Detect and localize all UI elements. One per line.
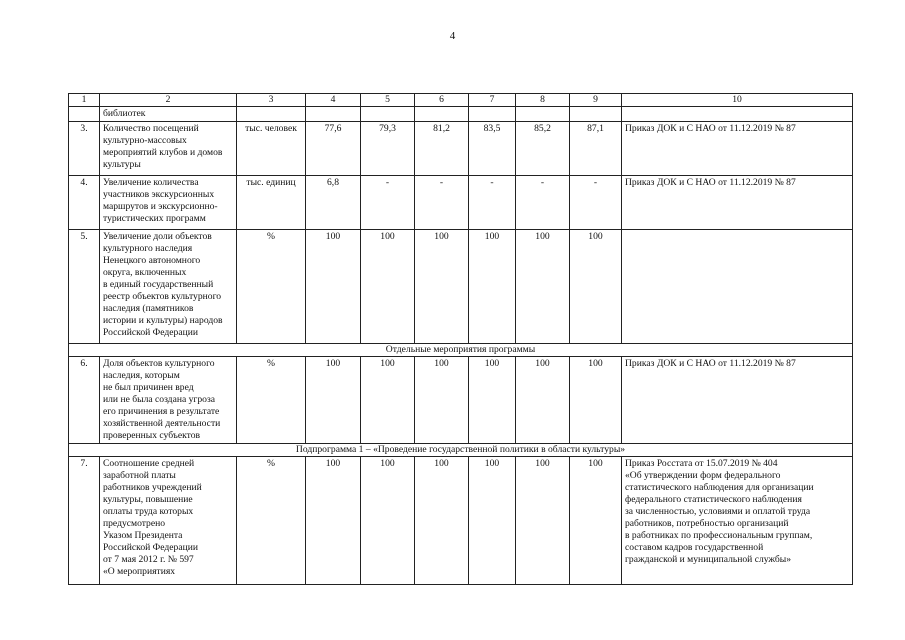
value-cell-v7: 83,5 <box>469 122 516 176</box>
indicator-name: Увеличение доли объектов культурного наследия Ненецкого автономного округа, включенных в единый государственный реестр объектов культурного наследия (памятников истории и культуры) народов Российской Федерации <box>100 230 237 344</box>
value-cell-v5: 100 <box>361 457 415 585</box>
source-cell: Приказ ДОК и С НАО от 11.12.2019 № 87 <box>622 357 853 444</box>
empty-cell <box>622 107 853 122</box>
indicator-name: Увеличение количества участников экскурсионных маршрутов и экскурсионно- туристических программ <box>100 176 237 230</box>
value-cell-v5: 100 <box>361 357 415 444</box>
value-cell-v8: 85,2 <box>516 122 570 176</box>
value-cell-v7: 100 <box>469 357 516 444</box>
table-row <box>69 176 853 230</box>
column-number-2: 2 <box>100 94 237 107</box>
column-number-6: 6 <box>415 94 469 107</box>
table-row <box>69 230 853 344</box>
unit-cell: % <box>237 230 306 344</box>
indicator-name: Количество посещений культурно-массовых мероприятий клубов и домов культуры <box>100 122 237 176</box>
table-header-row <box>69 94 853 107</box>
indicators-table <box>68 93 853 585</box>
value-cell-v4: 100 <box>306 230 361 344</box>
value-cell-v4: 100 <box>306 457 361 585</box>
value-cell-v8: 100 <box>516 357 570 444</box>
value-cell-v7: - <box>469 176 516 230</box>
continuation-text: библиотек <box>100 107 237 122</box>
row-number: 7. <box>69 457 100 585</box>
empty-cell <box>306 107 361 122</box>
table-row <box>69 122 853 176</box>
table-row <box>69 457 853 585</box>
value-cell-v8: 100 <box>516 457 570 585</box>
value-cell-v5: - <box>361 176 415 230</box>
value-cell-v4: 77,6 <box>306 122 361 176</box>
empty-cell <box>237 107 306 122</box>
column-number-3: 3 <box>237 94 306 107</box>
column-number-9: 9 <box>570 94 622 107</box>
value-cell-v9: 100 <box>570 457 622 585</box>
column-number-7: 7 <box>469 94 516 107</box>
value-cell-v7: 100 <box>469 457 516 585</box>
empty-cell <box>361 107 415 122</box>
empty-cell <box>570 107 622 122</box>
value-cell-v7: 100 <box>469 230 516 344</box>
value-cell-v5: 100 <box>361 230 415 344</box>
row-number: 3. <box>69 122 100 176</box>
column-number-1: 1 <box>69 94 100 107</box>
row-number: 4. <box>69 176 100 230</box>
row-number: 5. <box>69 230 100 344</box>
row-number: 6. <box>69 357 100 444</box>
source-cell <box>622 230 853 344</box>
column-number-5: 5 <box>361 94 415 107</box>
value-cell-v6: - <box>415 176 469 230</box>
section-header-row <box>69 444 853 457</box>
page-number: 4 <box>449 30 456 42</box>
value-cell-v4: 100 <box>306 357 361 444</box>
source-cell: Приказ ДОК и С НАО от 11.12.2019 № 87 <box>622 122 853 176</box>
value-cell-v6: 100 <box>415 230 469 344</box>
column-number-10: 10 <box>622 94 853 107</box>
value-cell-v8: 100 <box>516 230 570 344</box>
empty-cell <box>516 107 570 122</box>
source-cell: Приказ Росстата от 15.07.2019 № 404 «Об утверждении форм федерального статистического наблюдения для организации федерального статистического наблюдения за численностью, условиями и оплатой труда работников, потребностью организаций в работниках по профессиональным группам, составом кадров государственной гражданской и муниципальной службы» <box>622 457 853 585</box>
section-title: Отдельные мероприятия программы <box>69 344 853 357</box>
unit-cell: тыс. единиц <box>237 176 306 230</box>
value-cell-v6: 100 <box>415 457 469 585</box>
value-cell-v6: 81,2 <box>415 122 469 176</box>
num-cell <box>69 107 100 122</box>
value-cell-v9: 100 <box>570 230 622 344</box>
value-cell-v9: 100 <box>570 357 622 444</box>
value-cell-v5: 79,3 <box>361 122 415 176</box>
column-number-8: 8 <box>516 94 570 107</box>
value-cell-v9: 87,1 <box>570 122 622 176</box>
unit-cell: тыс. человек <box>237 122 306 176</box>
empty-cell <box>469 107 516 122</box>
unit-cell: % <box>237 457 306 585</box>
table-row <box>69 357 853 444</box>
value-cell-v4: 6,8 <box>306 176 361 230</box>
section-title: Подпрограмма 1 – «Проведение государственной политики в области культуры» <box>69 444 853 457</box>
column-number-4: 4 <box>306 94 361 107</box>
value-cell-v6: 100 <box>415 357 469 444</box>
continuation-row <box>69 107 853 122</box>
value-cell-v8: - <box>516 176 570 230</box>
source-cell: Приказ ДОК и С НАО от 11.12.2019 № 87 <box>622 176 853 230</box>
indicator-name: Соотношение средней заработной платы работников учреждений культуры, повышение оплаты труда которых предусмотрено Указом Президента Российской Федерации от 7 мая 2012 г. № 597 «О мероприятиях <box>100 457 237 585</box>
value-cell-v9: - <box>570 176 622 230</box>
indicator-name: Доля объектов культурного наследия, которым не был причинен вред или не была создана угроза его причинения в результате хозяйственной деятельности проверенных субъектов <box>100 357 237 444</box>
section-header-row <box>69 344 853 357</box>
unit-cell: % <box>237 357 306 444</box>
empty-cell <box>415 107 469 122</box>
